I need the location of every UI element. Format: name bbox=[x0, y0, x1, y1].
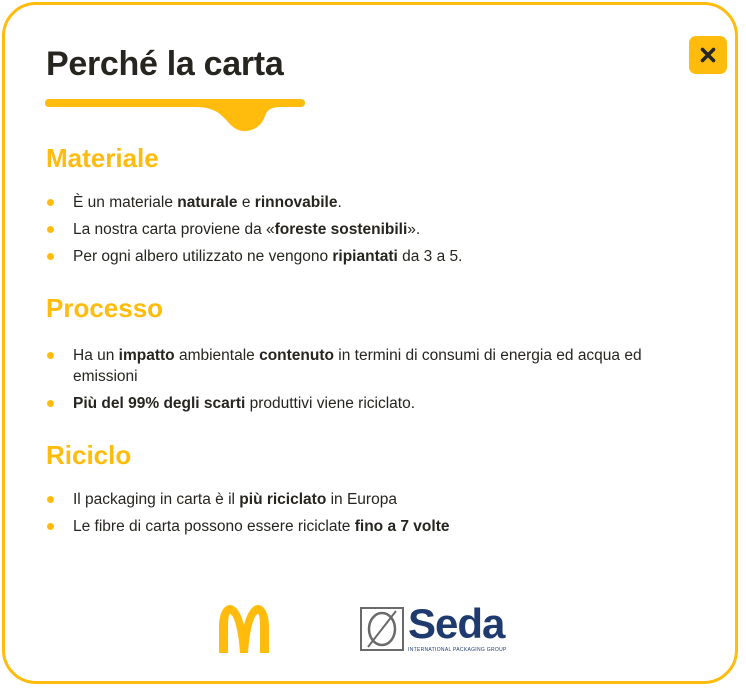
seda-wordmark: Seda bbox=[408, 600, 505, 647]
bullet-icon bbox=[47, 226, 54, 233]
list-item: Il packaging in carta è il più riciclato in Europa bbox=[46, 489, 696, 510]
list-item: Ha un impatto ambientale contenuto in termini di consumi di energia ed acqua ed emissioni bbox=[46, 345, 696, 387]
bullet-icon bbox=[47, 400, 54, 407]
modal-title: Perché la carta bbox=[46, 45, 284, 83]
close-button[interactable] bbox=[689, 36, 727, 74]
list-item: Le fibre di carta possono essere riciclate fino a 7 volte bbox=[46, 516, 696, 537]
bullet-icon bbox=[47, 352, 54, 359]
close-icon bbox=[700, 47, 716, 63]
mcdonalds-logo bbox=[215, 605, 273, 653]
bullet-icon bbox=[47, 253, 54, 260]
bullet-icon bbox=[47, 199, 54, 206]
list-item: La nostra carta proviene da «foreste sostenibili». bbox=[46, 219, 696, 240]
list-item: Più del 99% degli scarti produttivi viene riciclato. bbox=[46, 393, 696, 414]
title-underline-drip bbox=[45, 98, 307, 138]
section-heading-processo: Processo bbox=[46, 293, 164, 323]
list-item: È un materiale naturale e rinnovabile. bbox=[46, 192, 696, 213]
bullet-icon bbox=[47, 523, 54, 530]
section-heading-materiale: Materiale bbox=[46, 143, 159, 173]
riciclo-list bbox=[46, 489, 696, 543]
materiale-list bbox=[46, 192, 696, 273]
section-heading-riciclo: Riciclo bbox=[46, 440, 132, 470]
seda-tagline: INTERNATIONAL PACKAGING GROUP bbox=[408, 647, 507, 653]
list-item: Per ogni albero utilizzato ne vengono ripiantati da 3 a 5. bbox=[46, 246, 696, 267]
seda-mark-icon bbox=[360, 607, 404, 651]
bullet-icon bbox=[47, 496, 54, 503]
processo-list bbox=[46, 345, 696, 420]
info-modal bbox=[2, 2, 738, 684]
